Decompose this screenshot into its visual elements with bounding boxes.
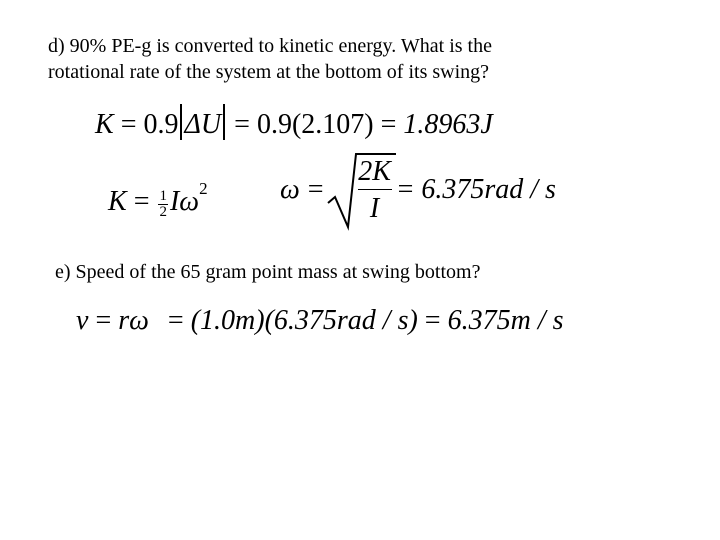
sqrt-fraction: [358, 155, 392, 226]
question-d: [48, 33, 492, 85]
abs-bar-left: [180, 104, 182, 140]
abs-bar-right: [223, 104, 225, 140]
eq4-equals-3: =: [424, 305, 441, 336]
eq3-equals-1: =: [307, 174, 324, 205]
eq4-lhs: v: [76, 305, 89, 336]
eq2-equals: =: [133, 186, 150, 217]
question-d-line-1: d) 90% PE-g is converted to kinetic energy. What is the: [48, 35, 492, 57]
eq1-equals-3: =: [380, 109, 397, 140]
square-root: [326, 151, 392, 229]
equation-angular-velocity: [280, 150, 556, 230]
eq1-middle: 0.9(2.107): [256, 109, 374, 140]
sqrt-numerator: 2K: [358, 155, 392, 190]
question-e: e) Speed of the 65 gram point mass at swing bottom?: [55, 261, 481, 283]
equation-kinetic-energy-value: [95, 104, 493, 141]
eq1-delta-u: ΔU: [184, 109, 222, 140]
eq4-result: 6.375m / s: [447, 305, 564, 336]
eq1-equals-1: =: [120, 109, 137, 140]
fraction-denominator: 2: [159, 204, 167, 220]
equation-linear-speed: [76, 305, 564, 337]
eq3-equals-2: =: [397, 174, 414, 205]
eq4-r-omega: rω: [118, 305, 149, 336]
eq3-result: 6.375rad / s: [421, 174, 556, 205]
eq2-lhs: K: [108, 186, 127, 217]
eq4-middle: (1.0m)(6.375rad / s): [190, 305, 418, 336]
sqrt-denominator: I: [369, 193, 380, 224]
eq1-lhs: K: [95, 109, 114, 140]
eq4-equals-1: =: [95, 305, 112, 336]
question-d-line-2: rotational rate of the system at the bottom of its swing?: [48, 61, 490, 83]
eq1-coefficient: 0.9: [143, 109, 179, 140]
eq3-lhs: ω: [280, 174, 300, 205]
fraction-numerator: 1: [159, 188, 167, 204]
eq2-body: Iω: [169, 186, 200, 217]
eq4-equals-2: =: [167, 305, 184, 336]
one-half-fraction: [158, 189, 168, 220]
eq1-equals-2: =: [234, 109, 250, 140]
eq2-exponent: 2: [199, 179, 208, 198]
equation-kinetic-energy-formula: [108, 173, 208, 220]
eq1-result: 1.8963J: [403, 109, 493, 140]
